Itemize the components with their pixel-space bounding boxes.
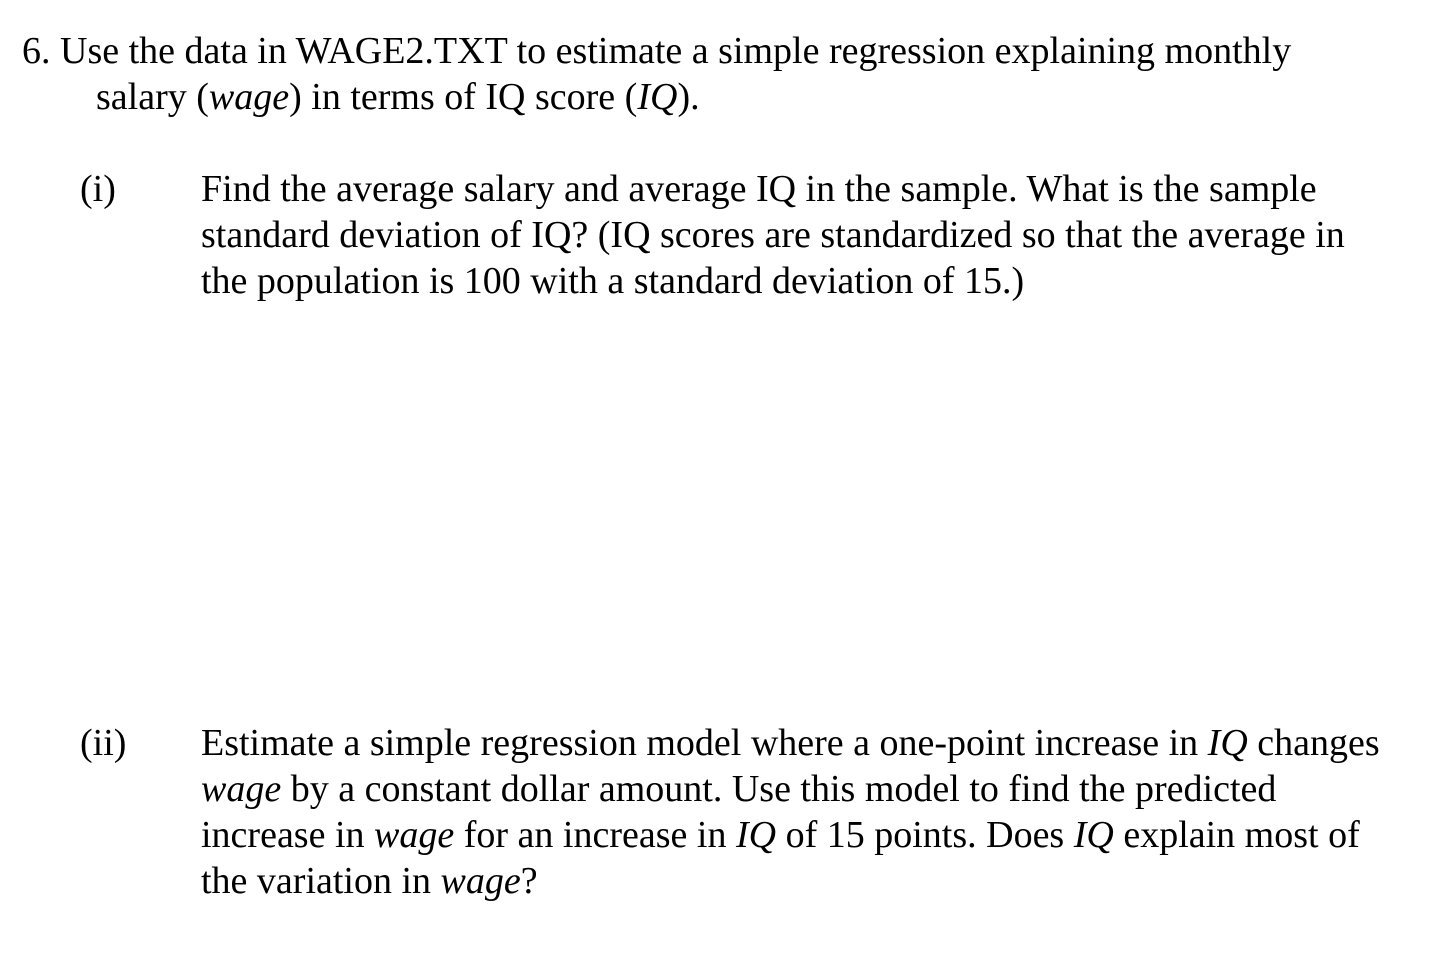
variable-wage: wage <box>201 768 282 810</box>
part-i-text <box>201 166 1442 304</box>
variable-wage: wage <box>208 76 290 118</box>
part-ii-text-run: changes <box>1247 722 1380 764</box>
part-ii-text-run: increase in <box>201 814 375 856</box>
part-i-line-1: Find the average salary and average IQ in the sample. What is the sample <box>201 168 1317 210</box>
question-line-1: 6. Use the data in WAGE2.TXT to estimate a simple regression explaining monthly <box>22 30 1292 72</box>
variable-wage: wage <box>374 814 455 856</box>
variable-wage: wage <box>440 860 521 902</box>
part-ii-label: (ii) <box>80 722 127 764</box>
part-ii-text-run: ? <box>520 860 538 902</box>
part-ii-text-run: of 15 points. Does <box>776 814 1074 856</box>
variable-iq: IQ <box>735 814 777 856</box>
part-ii-line-1 <box>201 720 1442 766</box>
question-line-2 <box>22 74 1422 120</box>
question-text: salary ( <box>96 76 209 118</box>
part-ii-text-run: explain most of <box>1113 814 1360 856</box>
question-text: ) in terms of IQ score ( <box>289 76 638 118</box>
part-ii-text-run: the variation in <box>201 860 441 902</box>
part-i-label: (i) <box>80 168 116 210</box>
question-text: ). <box>677 76 700 118</box>
part-ii-line-2 <box>201 766 1442 812</box>
question-stem <box>22 28 1422 120</box>
variable-iq: IQ <box>637 76 678 118</box>
part-i-line-2: standard deviation of IQ? (IQ scores are standardized so that the average in <box>201 214 1345 256</box>
variable-iq: IQ <box>1207 722 1248 764</box>
variable-iq: IQ <box>1073 814 1114 856</box>
part-ii-text-run: Estimate a simple regression model where a one-point increase in <box>201 722 1208 764</box>
part-ii-line-4 <box>201 858 1442 904</box>
part-ii-text <box>201 720 1442 904</box>
part-ii-line-3 <box>201 812 1442 858</box>
part-ii-text-run: for an increase in <box>454 814 736 856</box>
part-i-line-3: the population is 100 with a standard deviation of 15.) <box>201 260 1025 302</box>
part-ii-text-run: by a constant dollar amount. Use this model to find the predicted <box>281 768 1277 810</box>
